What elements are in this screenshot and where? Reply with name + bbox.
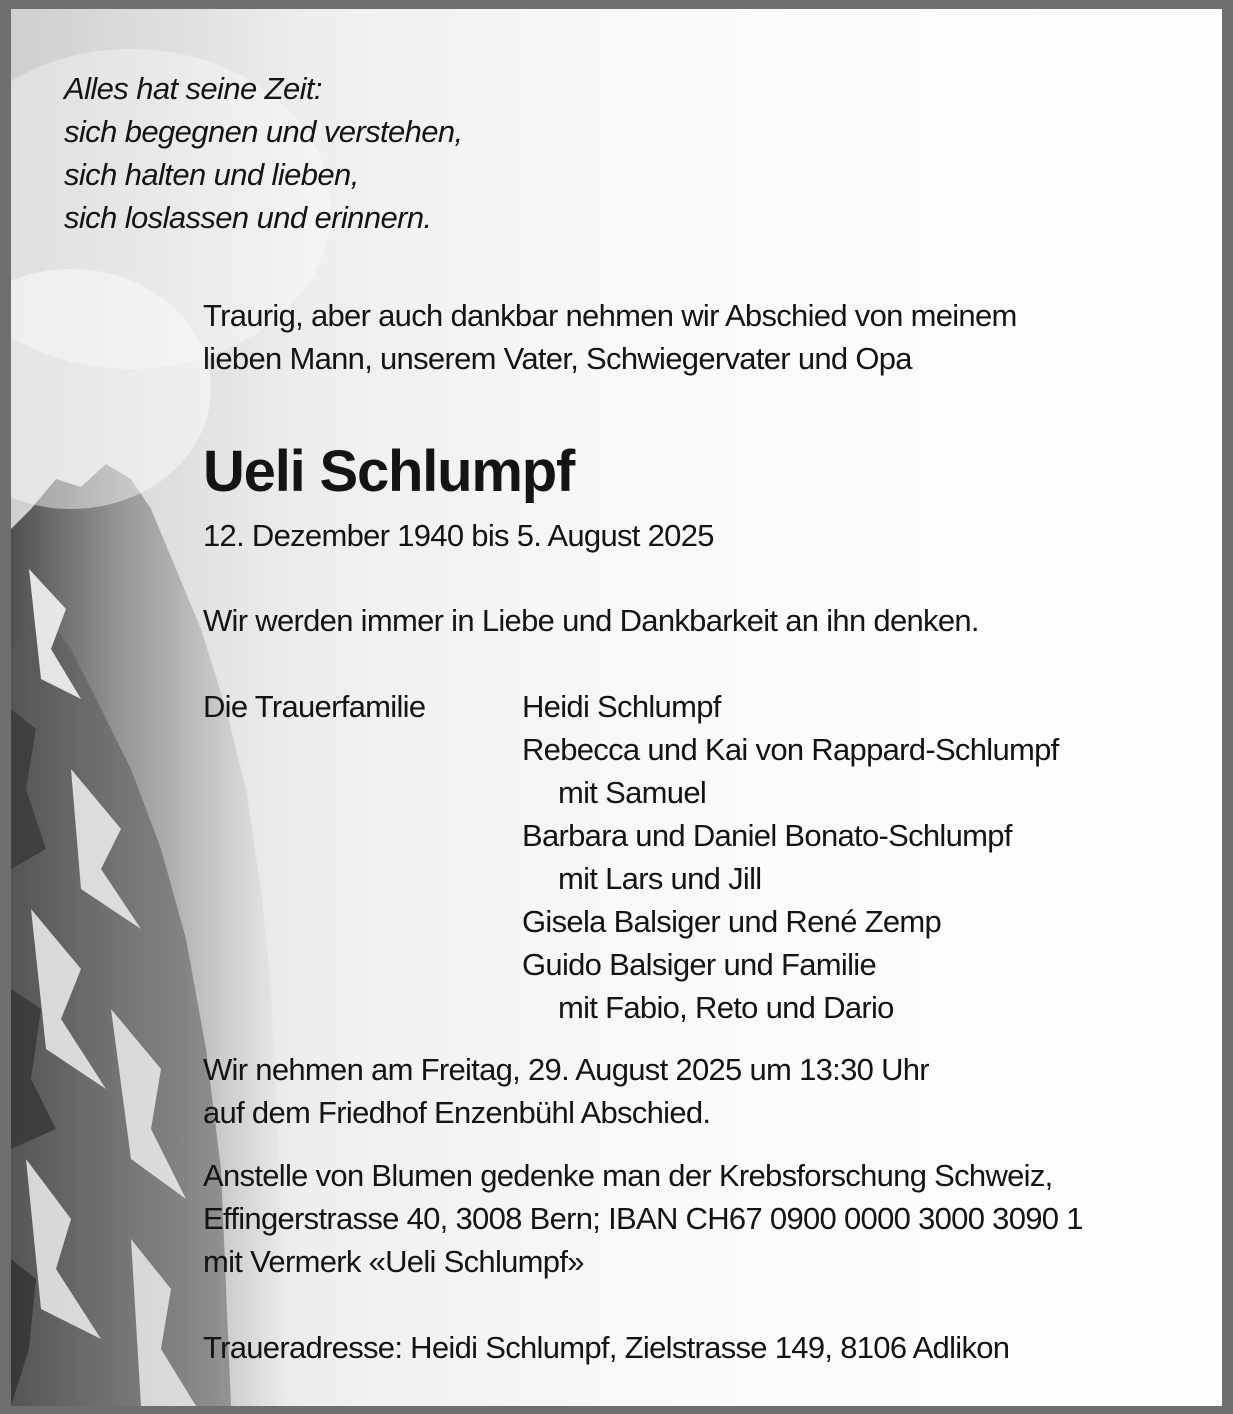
life-dates: 12. Dezember 1940 bis 5. August 2025: [203, 518, 714, 553]
donation-line: Effingerstrasse 40, 3008 Bern; IBAN CH67 0900 0000 3000 3090 1: [203, 1201, 1083, 1236]
family-member-children: mit Fabio, Reto und Dario: [558, 990, 894, 1025]
service-line: auf dem Friedhof Enzenbühl Abschied.: [203, 1095, 711, 1130]
verse-line: sich begegnen und verstehen,: [64, 114, 463, 149]
mourning-address: Traueradresse: Heidi Schlumpf, Zielstrasse 149, 8106 Adlikon: [203, 1330, 1010, 1365]
family-member-children: mit Samuel: [558, 775, 707, 810]
intro-line: lieben Mann, unserem Vater, Schwiegervater und Opa: [203, 341, 912, 376]
family-member-children: mit Lars und Jill: [558, 861, 762, 896]
deceased-name: Ueli Schlumpf: [203, 439, 575, 504]
verse-line: Alles hat seine Zeit:: [64, 71, 322, 106]
donation-info: [203, 1154, 1083, 1283]
family-member: Gisela Balsiger und René Zemp: [522, 904, 942, 939]
family-member-list: [522, 685, 1059, 1029]
verse-quote: [64, 67, 463, 239]
family-member: Rebecca und Kai von Rappard-Schlumpf: [522, 732, 1059, 767]
family-label: Die Trauerfamilie: [203, 689, 426, 724]
intro-line: Traurig, aber auch dankbar nehmen wir Abschied von meinem: [203, 298, 1017, 333]
family-member: Guido Balsiger und Familie: [522, 947, 876, 982]
donation-line: Anstelle von Blumen gedenke man der Krebsforschung Schweiz,: [203, 1158, 1053, 1193]
verse-line: sich loslassen und erinnern.: [64, 200, 432, 235]
donation-line: mit Vermerk «Ueli Schlumpf»: [203, 1244, 584, 1279]
service-line: Wir nehmen am Freitag, 29. August 2025 um 13:30 Uhr: [203, 1052, 929, 1087]
remembrance-text: Wir werden immer in Liebe und Dankbarkeit an ihn denken.: [203, 603, 979, 638]
family-member: Heidi Schlumpf: [522, 689, 721, 724]
intro-paragraph: [203, 294, 1017, 380]
verse-line: sich halten und lieben,: [64, 157, 359, 192]
service-info: [203, 1048, 929, 1134]
family-member: Barbara und Daniel Bonato-Schlumpf: [522, 818, 1012, 853]
